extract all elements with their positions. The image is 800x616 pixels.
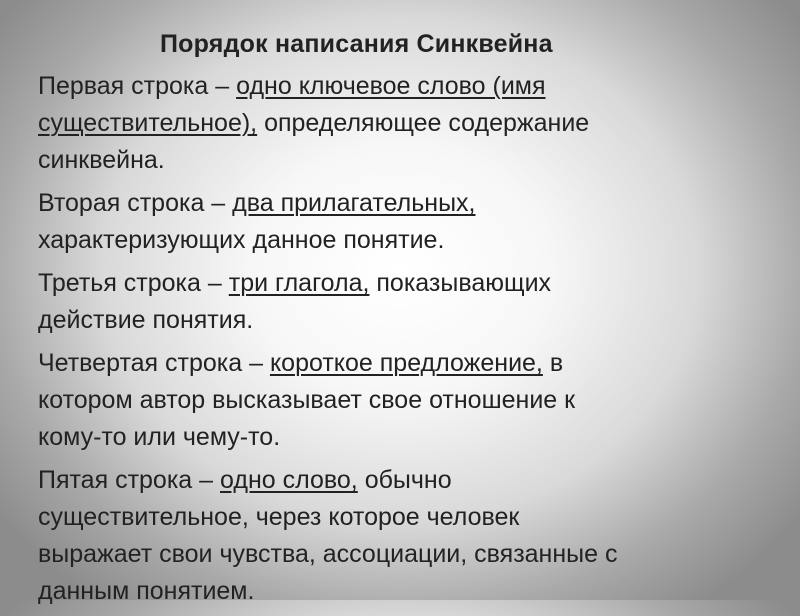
line-4-underlined: короткое предложение, (269, 349, 543, 377)
line-2-text-row-2: характеризующих данное понятие. (38, 226, 445, 254)
line-1-text-row-3: синквейна. (38, 146, 165, 174)
slide-title: Порядок написания Синквейна (160, 30, 553, 58)
line-4-text-row-2: котором автор высказывает свое отношение к (38, 386, 576, 414)
line-1-text-row-1 (38, 68, 768, 105)
line-5-suffix: обычно (357, 466, 452, 494)
line-4-prefix: Четвертая строка – (38, 349, 270, 377)
line-4-suffix: в (542, 349, 564, 377)
line-1-underlined-part-1: одно ключевое слово (имя (236, 72, 546, 100)
line-5-text-row-4: данным понятием. (38, 577, 255, 605)
line-2-paragraph (38, 185, 768, 259)
line-5-text-row-1 (38, 462, 768, 499)
line-3-prefix: Третья строка – (38, 269, 229, 297)
line-4-text-row-3: кому-то или чему-то. (38, 423, 281, 451)
line-1-underlined-part-2: существительное), (38, 109, 258, 137)
line-1-text-row-2 (38, 105, 768, 142)
line-1-paragraph (38, 68, 768, 179)
slide-content (38, 68, 768, 616)
line-4-paragraph (38, 345, 768, 456)
line-3-paragraph (38, 265, 768, 339)
line-3-suffix: показывающих (369, 269, 552, 297)
line-5-text-row-2: существительное, через которое человек (38, 503, 520, 531)
line-1-description: определяющее содержание (257, 109, 590, 137)
line-3-text-row-2: действие понятия. (38, 306, 254, 334)
line-2-text-row-1 (38, 185, 768, 222)
line-3-underlined: три глагола, (228, 269, 370, 297)
line-5-paragraph (38, 462, 768, 610)
line-4-text-row-1 (38, 345, 768, 382)
line-3-text-row-1 (38, 265, 768, 302)
line-5-text-row-3: выражает свои чувства, ассоциации, связанные с (38, 540, 618, 568)
line-5-prefix: Пятая строка – (38, 466, 221, 494)
line-5-underlined: одно слово, (220, 466, 358, 494)
line-2-prefix: Вторая строка – (38, 189, 233, 217)
line-2-underlined: два прилагательных, (232, 189, 476, 217)
line-1-prefix: Первая строка – (38, 72, 237, 100)
